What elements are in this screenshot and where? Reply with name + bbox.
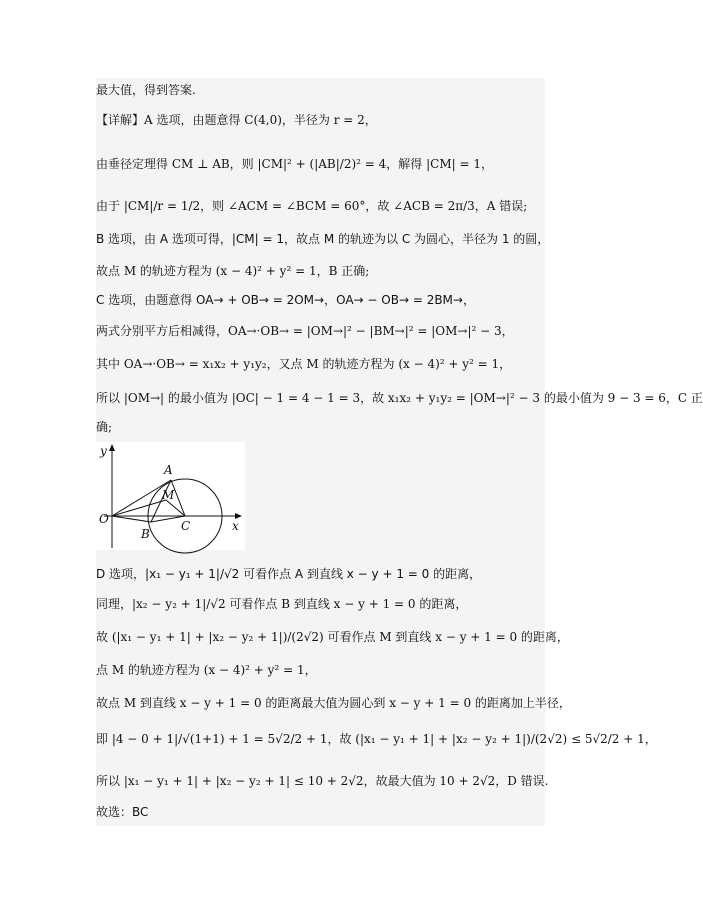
text-line: 两式分别平方后相减得，OA→·OB→ = |OM→|² − |BM→|² = |OM→|² − 3， bbox=[96, 324, 514, 338]
text-line: 所以 |x₁ − y₁ + 1| + |x₂ − y₂ + 1| ≤ 10 + 2√2，故最大值为 10 + 2√2，D 错误. bbox=[96, 774, 549, 788]
text-line: 故点 M 的轨迹方程为 (x − 4)² + y² = 1，B 正确; bbox=[96, 264, 370, 278]
text-line: 最大值，得到答案. bbox=[96, 83, 196, 97]
text-line: 同理，|x₂ − y₂ + 1|/√2 可看作点 B 到直线 x − y + 1 = 0 的距离， bbox=[96, 597, 468, 611]
text-line: 其中 OA→·OB→ = x₁x₂ + y₁y₂，又点 M 的轨迹方程为 (x − 4)² + y² = 1， bbox=[96, 357, 512, 371]
text-line: B 选项，由 A 选项可得，|CM| = 1，故点 M 的轨迹为以 C 为圆心，半径为 1 的圆， bbox=[96, 232, 550, 246]
label-C: C bbox=[181, 519, 191, 533]
label-B: B bbox=[141, 527, 150, 541]
text-line: 【详解】A 选项，由题意得 C(4,0)，半径为 r = 2， bbox=[96, 113, 377, 127]
geometry-figure bbox=[96, 442, 245, 550]
text-line: 故点 M 到直线 x − y + 1 = 0 的距离最大值为圆心到 x − y + 1 = 0 的距离加上半径， bbox=[96, 696, 571, 710]
text-line: 确; bbox=[96, 420, 113, 434]
text-line: C 选项，由题意得 OA→ + OB→ = 2OM→，OA→ − OB→ = 2BM→， bbox=[96, 293, 475, 307]
text-line: 即 |4 − 0 + 1|/√(1+1) + 1 = 5√2/2 + 1，故 (|x₁ − y₁ + 1| + |x₂ − y₂ + 1|)/(2√2) ≤ 5√2/2 + 1， bbox=[96, 732, 657, 746]
text-line: 点 M 的轨迹方程为 (x − 4)² + y² = 1， bbox=[96, 663, 317, 677]
y-arrow-icon bbox=[109, 444, 115, 451]
geometry-svg bbox=[96, 442, 245, 550]
text-line: 故选：BC bbox=[96, 805, 149, 819]
text-line: 所以 |OM→| 的最小值为 |OC| − 1 = 4 − 1 = 3，故 x₁x₂ + y₁y₂ = |OM→|² − 3 的最小值为 9 − 3 = 6，C 正 bbox=[96, 391, 703, 405]
text-line: 故 (|x₁ − y₁ + 1| + |x₂ − y₂ + 1|)/(2√2) 可看作点 M 到直线 x − y + 1 = 0 的距离， bbox=[96, 630, 569, 644]
label-M: M bbox=[162, 488, 175, 502]
label-O: O bbox=[99, 512, 109, 526]
label-y: y bbox=[100, 444, 107, 458]
segment-BC bbox=[151, 516, 185, 522]
solution-panel bbox=[96, 78, 703, 826]
label-x: x bbox=[232, 519, 239, 533]
segment-OB bbox=[112, 516, 151, 522]
text-line: D 选项，|x₁ − y₁ + 1|/√2 可看作点 A 到直线 x − y + 1 = 0 的距离， bbox=[96, 567, 482, 581]
text-line: 由垂径定理得 CM ⊥ AB，则 |CM|² + (|AB|/2)² = 4，解得 |CM| = 1， bbox=[96, 157, 493, 171]
label-A: A bbox=[164, 463, 173, 477]
text-line: 由于 |CM|/r = 1/2，则 ∠ACM = ∠BCM = 60°，故 ∠ACB = 2π/3，A 错误; bbox=[96, 199, 528, 213]
